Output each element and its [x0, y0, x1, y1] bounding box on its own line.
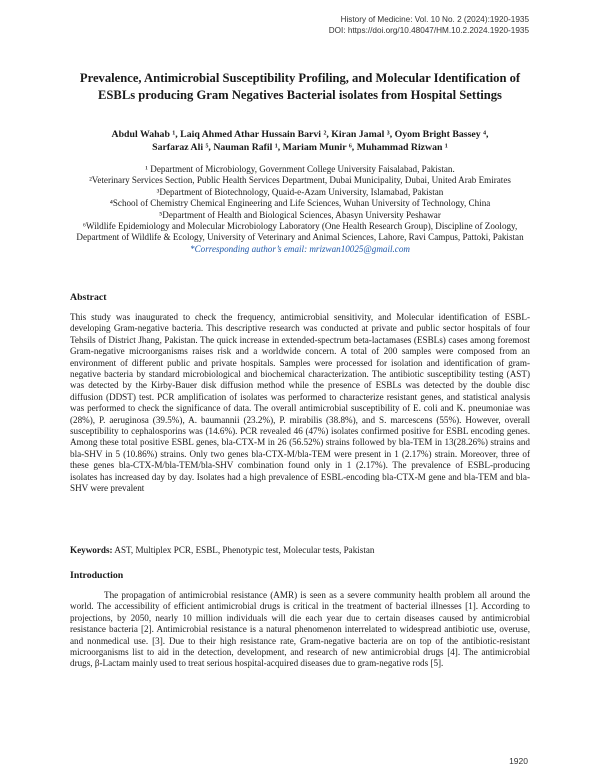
keywords-text: AST, Multiplex PCR, ESBL, Phenotypic test, Molecular tests, Pakistan	[114, 545, 375, 555]
introduction-text: The propagation of antimicrobial resistance (AMR) is seen as a severe community health problem all around the world. The accessibility of efficient antimicrobial drugs is critical in the treatment of bacterial illnesses [1]. According to projections, by 2050, nearly 10 million individuals will die each year due to certain diseases caused by antimicrobial resistance bacteria [2]. Antimicrobial resistance is a natural phenomenon interrelated to widespread antibiotic use, overuse, and nonmedical use. [3]. Due to their high resistance rate, Gram-negative bacteria are on top of the antibiotic-resistant microorganisms list to aid in the detection, development, and research of new antimicrobial drugs [4]. The antimicrobial drugs, β-Lactam mainly used to treat serious hospital-acquired diseases due to gram-negative rods [5].	[70, 590, 530, 669]
abstract-text: This study was inaugurated to check the frequency, antimicrobial sensitivity, and Molecular identification of ESBL-developing Gram-negative bacteria. This descriptive research was conducted at private and public sector hospitals of four Tehsils of District Jhang, Pakistan. The quick increase in extended-spectrum beta-lactamases (ESBLs) cases among foremost Gram-negative microorganisms raises risk and a worldwide concern. A total of 200 samples were composed from an environment of different public and private hospitals. Samples were processed for isolation and identification of gram-negative bacteria by standard microbiological and biochemical characterization. The antibiotic susceptibility testing (AST) was detected by the Kirby-Bauer disk diffusion method while the presence of ESBLs was detected by the double disc diffusion (DDST) test. PCR amplification of isolates was performed to characterize resistant genes, and statistical analysis was performed to check the significance of data. The overall antimicrobial susceptibility of E. coli and K. pneumoniae was (28%), P. aeruginosa (39.5%), A. baumannii (23.2%), P. mirabilis (38.8%), and S. marcescens (55%). However, overall susceptibility to cephalosporins was (14.6%). PCR revealed 46 (47%) isolates confirmed positive for ESBL encoding genes. Among these total positive ESBL genes, bla-CTX-M in 26 (56.52%) strains followed by bla-TEM in 13(28.26%) strains and bla-SHV in 5 (10.86%) strains. Only two genes bla-CTX-M/bla-TEM were present in 1 (2.17%) strain. Moreover, three of these genes bla-CTX-M/bla-TEM/bla-SHV combination found only in 1 (2.17%). The prevalence of ESBL-producing isolates has increased day by day. Isolates had a high prevalence of ESBL-encoding bla-CTX-M gene and bla-TEM and bla-SHV were prevalent	[70, 312, 530, 494]
abstract-heading: Abstract	[70, 292, 107, 303]
paper-title: Prevalence, Antimicrobial Susceptibility Profiling, and Molecular Identification of ESBLs producing Gram Negatives Bacterial isolates from Hospital Settings	[79, 71, 521, 102]
page-number: 1920	[509, 756, 528, 766]
affiliation-6: ⁶Wildlife Epidemiology and Molecular Microbiology Laboratory (One Health Research Group), Discipline of Zoology, Department of Wildlife & Ecology, University of Veterinary and Animal Sciences, Lahore, Ravi Campus, Pattoki, Pakistan	[76, 221, 524, 243]
affiliations	[70, 164, 530, 255]
affiliation-1: ¹ Department of Microbiology, Government College University Faisalabad, Pakistan.	[145, 164, 455, 174]
doi-link[interactable]: DOI: https://doi.org/10.48047/HM.10.2.2024.1920-1935	[328, 26, 529, 35]
affiliation-3: ³Department of Biotechnology, Quaid-e-Azam University, Islamabad, Pakistan	[156, 186, 444, 197]
author-line-1: Abdul Wahab ¹, Laiq Ahmed Athar Hussain Barvi ², Kiran Jamal ³, Oyom Bright Bassey ⁴,	[111, 129, 489, 140]
journal-citation: History of Medicine: Vol. 10 No. 2 (2024):1920-1935	[340, 15, 529, 24]
corresponding-email[interactable]: *Corresponding author’s email: mrizwan10025@gmail.com	[190, 243, 410, 254]
journal-header	[329, 14, 529, 36]
keywords	[70, 545, 530, 555]
affiliation-5: ⁵Department of Health and Biological Sciences, Abasyn University Peshawar	[159, 209, 441, 220]
affiliation-2: ²Veterinary Services Section, Public Health Services Department, Dubai Municipality, Dubai, United Arab Emirates	[89, 175, 511, 186]
introduction-heading: Introduction	[70, 570, 124, 581]
keywords-label: Keywords:	[70, 545, 113, 555]
affiliation-4: ⁴School of Chemistry Chemical Engineering and Life Sciences, Wuhan University of Technology, China	[109, 198, 491, 209]
author-list	[70, 128, 530, 154]
author-line-2: Sarfaraz Ali ⁵, Nauman Rafil ¹, Mariam Munir ⁶, Muhammad Rizwan ¹	[152, 142, 448, 153]
